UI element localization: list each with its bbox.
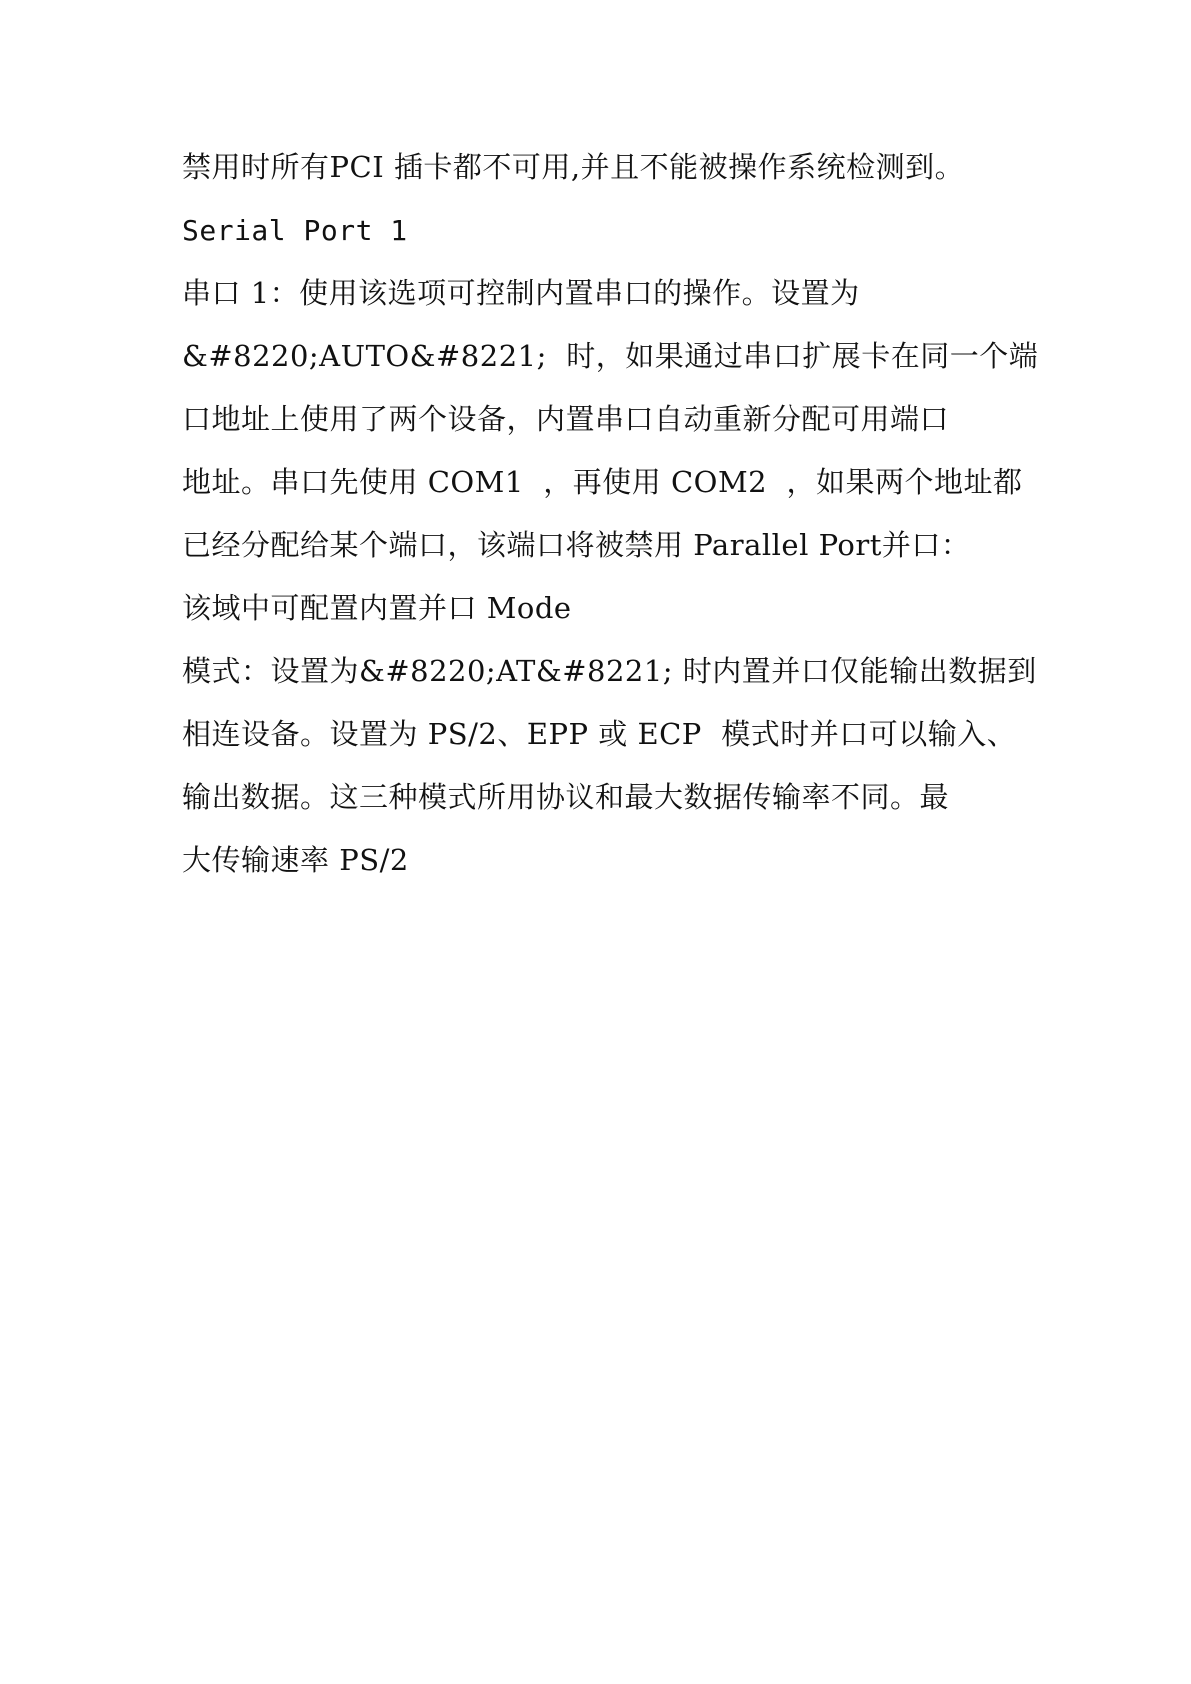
text-line: 该域中可配置内置并口 Mode bbox=[182, 591, 572, 625]
text-line: 输出数据。这三种模式所用协议和最大数据传输率不同。最 bbox=[182, 780, 950, 814]
text-line: 已经分配给某个端口，该端口将被禁用 Parallel Port并口： bbox=[182, 528, 971, 562]
text-line: 模式：设置为&#8220;AT&#8221; 时内置并口仅能输出数据到 bbox=[182, 654, 1037, 688]
text-line: &#8220;AUTO&#8221; 时，如果通过串口扩展卡在同一个端 bbox=[182, 339, 1039, 373]
text-line: Serial Port 1 bbox=[182, 214, 408, 247]
text-line: 禁用时所有PCI 插卡都不可用,并且不能被操作系统检测到。 bbox=[182, 150, 965, 184]
text-line: 相连设备。设置为 PS/2、EPP 或 ECP 模式时并口可以输入、 bbox=[182, 717, 1017, 751]
body-text bbox=[182, 136, 1039, 892]
text-line: 口地址上使用了两个设备，内置串口自动重新分配可用端口 bbox=[182, 402, 950, 436]
text-line: 串口 1：使用该选项可控制内置串口的操作。设置为 bbox=[182, 276, 860, 310]
text-line: 地址。串口先使用 COM1 ，再使用 COM2 ，如果两个地址都 bbox=[182, 465, 1023, 499]
text-line: 大传输速率 PS/2 bbox=[182, 843, 409, 877]
